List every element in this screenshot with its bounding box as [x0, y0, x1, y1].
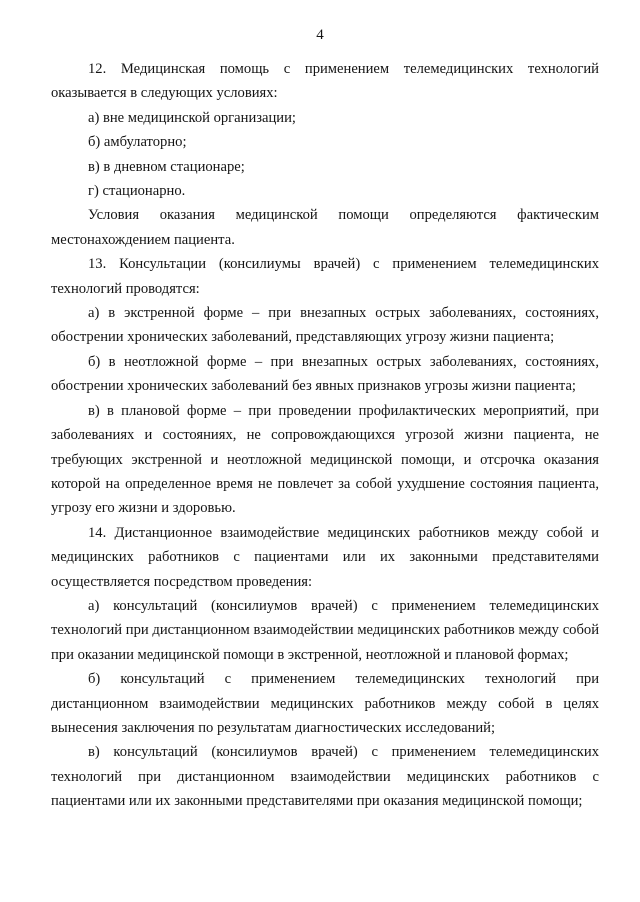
paragraph-12-item-b: б) амбулаторно;	[88, 134, 187, 151]
paragraph-13-item-c: в) в плановой форме – при проведении профилактических мероприятий, при заболеваниях и состояниях, не сопровождающихся угрозой жизни пациента, не требующих экстренной и неотложной медицинской помощи, и отсрочка оказания которой на определенное время не повлечет за собой ухудшение состояния пациента, угрозу его жизни и здоровью.	[51, 402, 599, 517]
paragraph-14-item-a: а) консультаций (консилиумов врачей) с применением телемедицинских технологий при дистанционном взаимодействии медицинских работников между собой при оказании медицинской помощи в экстренной, неотложной и плановой формах;	[51, 597, 599, 663]
paragraph-13-item-b: б) в неотложной форме – при внезапных острых заболеваниях, состояниях, обострении хронических заболеваний без явных признаков угрозы жизни пациента;	[51, 353, 599, 395]
paragraph-13-line-1: 13. Консультации (консилиумы врачей) с применением телемедицинских	[88, 256, 599, 273]
paragraph-12-line-2: оказывается в следующих условиях:	[51, 85, 278, 102]
paragraph-14-item-c: в) консультаций (консилиумов врачей) с применением телемедицинских технологий при дистанционном взаимодействии медицинских работников с пациентами или их законными представителями при оказания медицинской помощи;	[51, 744, 599, 810]
conditions-paragraph	[51, 203, 599, 252]
paragraph-13	[51, 252, 599, 301]
paragraph-12-item-a: а) вне медицинской организации;	[88, 109, 296, 126]
document-body	[51, 57, 599, 814]
paragraph-12	[51, 57, 599, 106]
paragraph-13-item-a: а) в экстренной форме – при внезапных острых заболеваниях, состояниях, обострении хронических заболеваний, представляющих угрозу жизни пациента;	[51, 305, 599, 346]
paragraph-12-line-1: 12. Медицинская помощь с применением телемедицинских технологий	[88, 61, 599, 77]
paragraph-12-item-d: г) стационарно.	[88, 183, 186, 200]
conditions-line-2: местонахождением пациента.	[51, 231, 235, 248]
page-number: 4	[316, 27, 324, 43]
paragraph-12-item-c: в) в дневном стационаре;	[88, 158, 245, 175]
paragraph-14: 14. Дистанционное взаимодействие медицинских работников между собой и медицинских работников с пациентами или их законными представителями осуществляется посредством проведения:	[51, 524, 599, 590]
conditions-line-1: Условия оказания медицинской помощи определяются фактическим	[88, 207, 599, 224]
paragraph-14-item-b: б) консультаций с применением телемедицинских технологий при дистанционном взаимодействии медицинских работников между собой в целях вынесения заключения по результатам диагностических исследований;	[51, 671, 599, 736]
paragraph-13-line-2: технологий проводятся:	[51, 280, 200, 297]
